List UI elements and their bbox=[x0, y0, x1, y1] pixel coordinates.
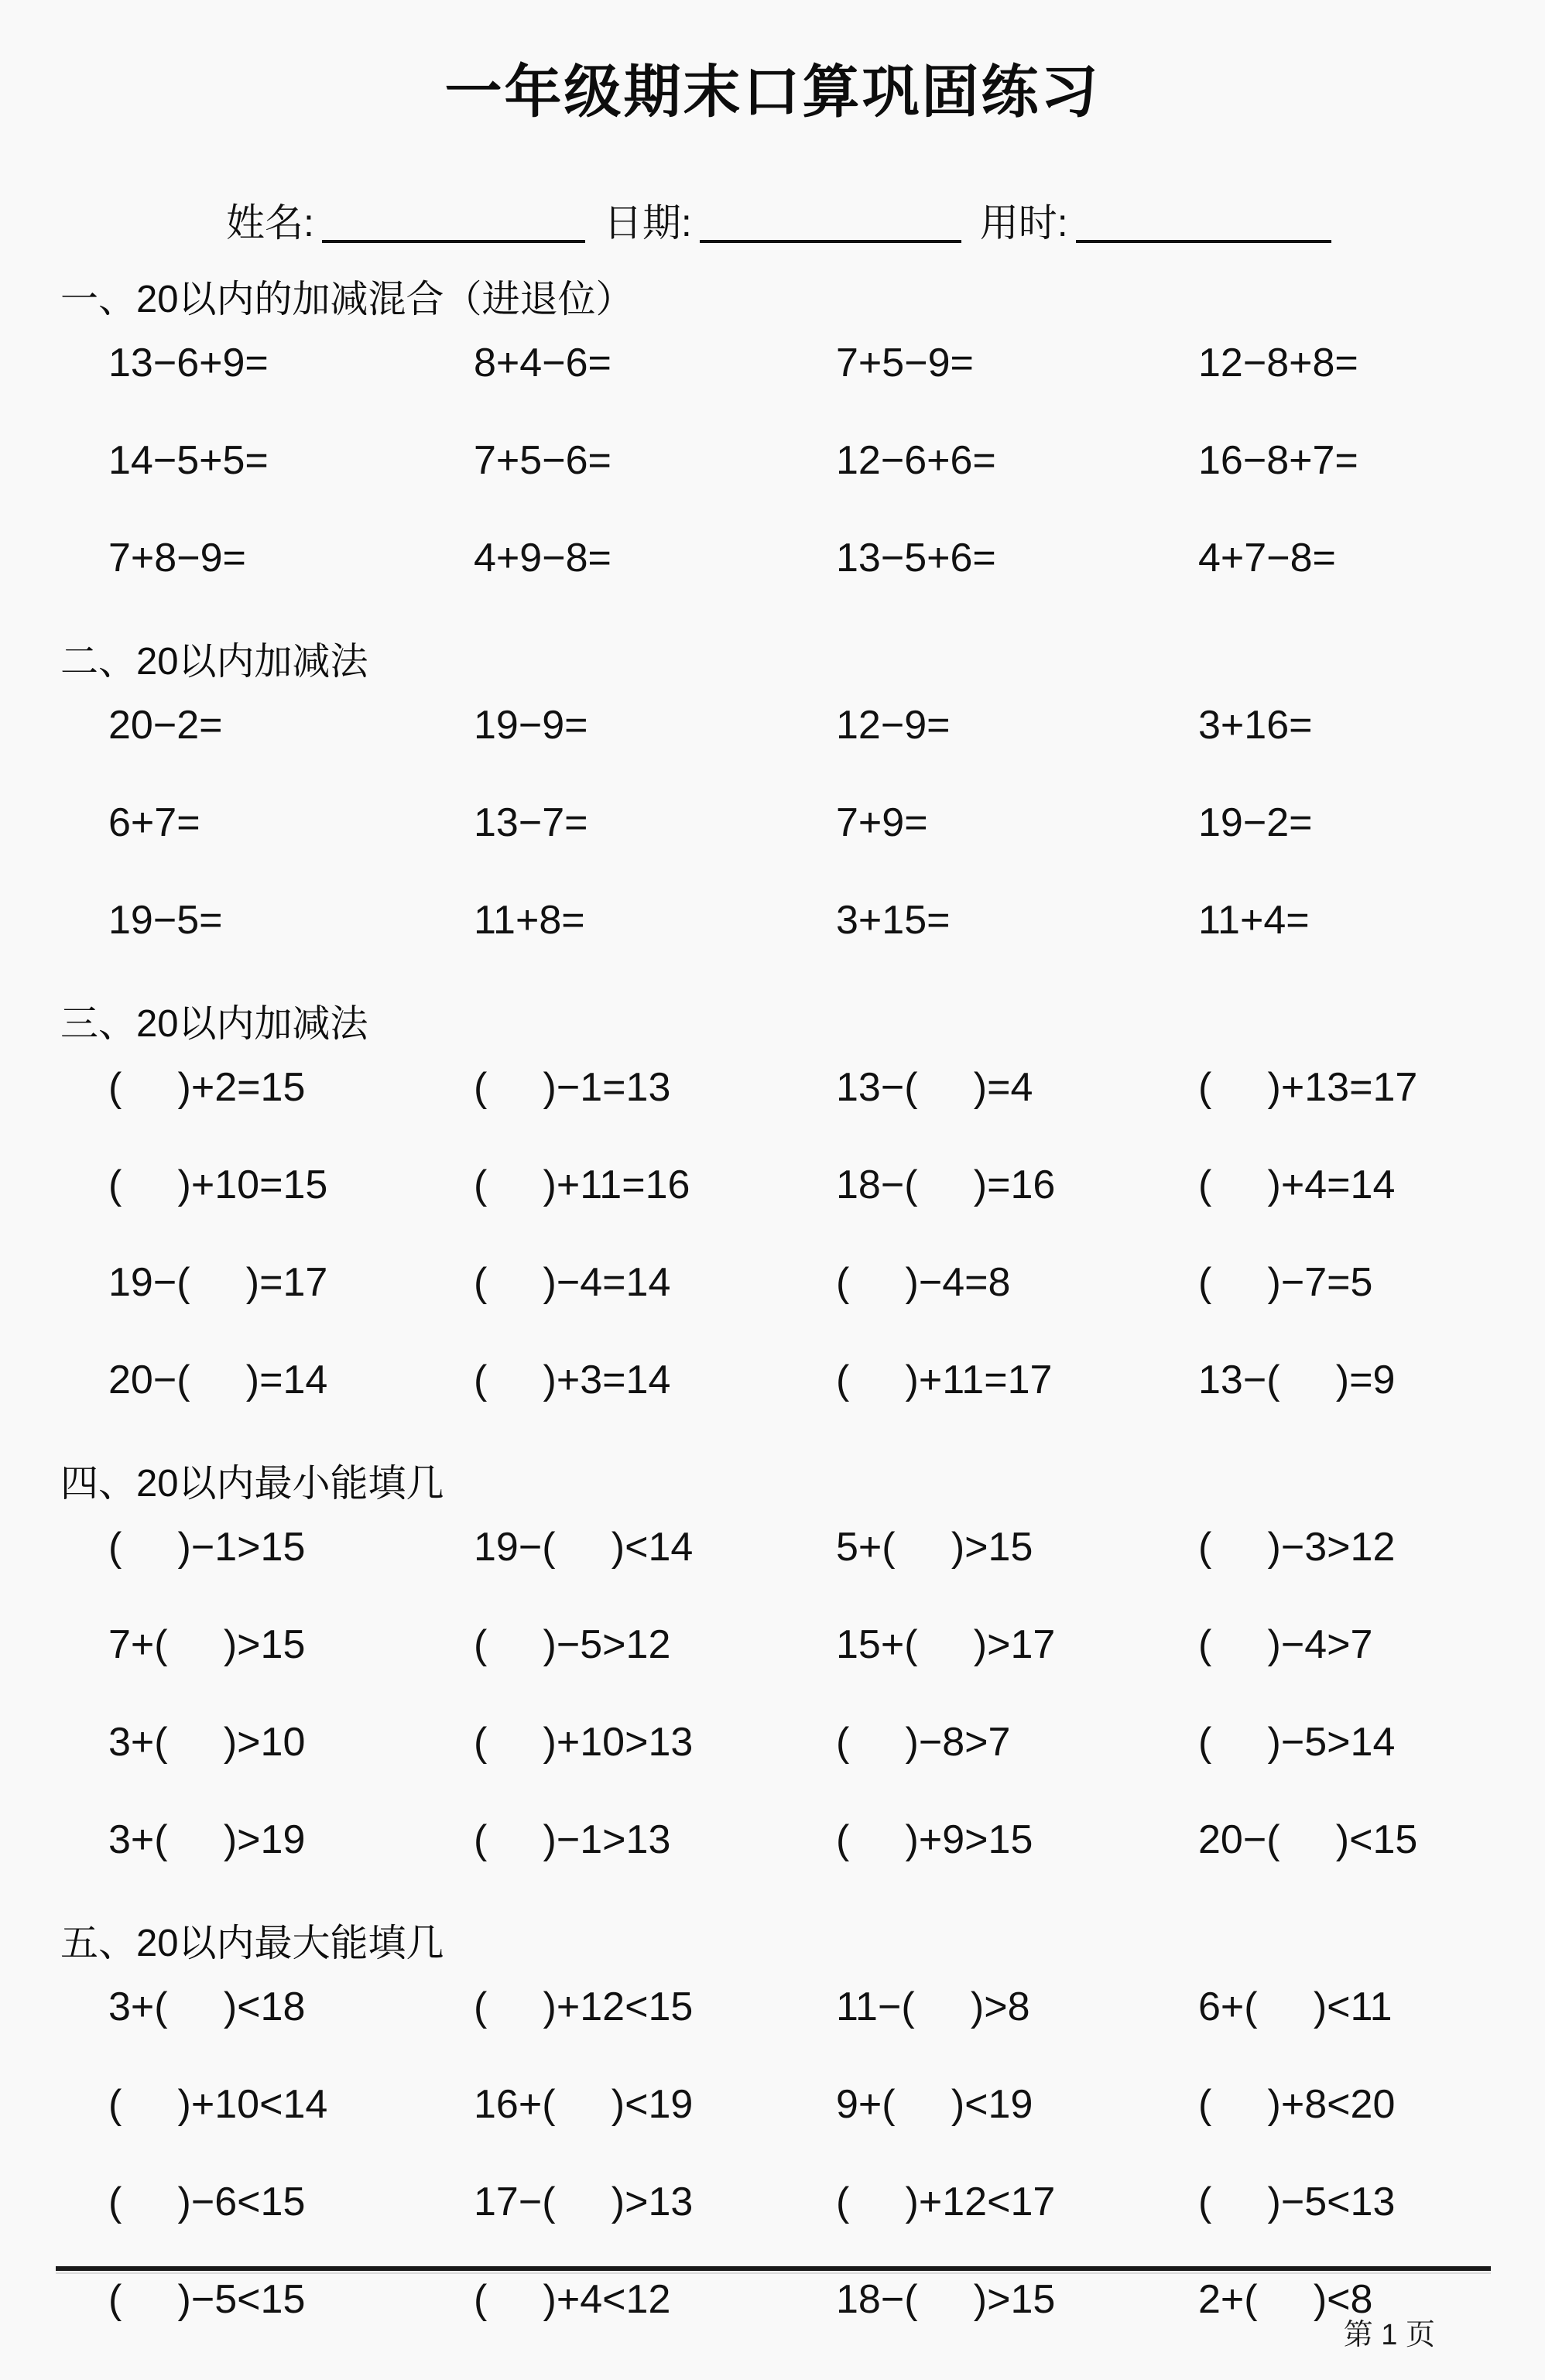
page-number: 第 1 页 bbox=[1343, 2319, 1435, 2351]
section-heading: 五、20以内最大能填几 bbox=[60, 1923, 444, 1964]
problem-cell: ( )−5<13 bbox=[1198, 2180, 1396, 2224]
section-heading: 二、20以内加减法 bbox=[60, 641, 368, 683]
problem-cell: 7+8−9= bbox=[108, 536, 246, 580]
problem-row bbox=[108, 1258, 1545, 1306]
problem-cell: ( )−6<15 bbox=[108, 2180, 306, 2224]
problem-cell: 6+7= bbox=[108, 800, 200, 845]
problem-cell: ( )+12<17 bbox=[836, 2180, 1056, 2224]
section bbox=[0, 269, 1545, 582]
problem-cell: ( )−5>14 bbox=[1198, 1720, 1396, 1765]
problem-cell: 19−9= bbox=[474, 703, 588, 748]
problem-cell: 13−5+6= bbox=[836, 536, 996, 580]
problem-cell: 3+( )>19 bbox=[108, 1817, 306, 1862]
problem-cell: ( )+11=17 bbox=[836, 1358, 1053, 1402]
problem-row bbox=[108, 1718, 1545, 1766]
problem-cell: ( )+13=17 bbox=[1198, 1065, 1418, 1110]
problem-cell: 13−( )=9 bbox=[1198, 1358, 1396, 1402]
problem-row bbox=[108, 2178, 1545, 2226]
problem-cell: ( )−1>15 bbox=[108, 1525, 306, 1570]
problem-cell: 4+9−8= bbox=[474, 536, 611, 580]
problem-cell: ( )−4=14 bbox=[474, 1260, 671, 1305]
problem-cell: 5+( )>15 bbox=[836, 1525, 1033, 1570]
problem-row bbox=[108, 1161, 1545, 1209]
problem-cell: 7+5−6= bbox=[474, 438, 611, 483]
problem-cell: ( )+12<15 bbox=[474, 1984, 694, 2029]
problem-cell: ( )+10<14 bbox=[108, 2082, 328, 2127]
problem-cell: ( )−4=8 bbox=[836, 1260, 1011, 1305]
problem-cell: 18−( )=16 bbox=[836, 1163, 1056, 1207]
problem-cell: 12−9= bbox=[836, 703, 951, 748]
problem-row bbox=[108, 1356, 1545, 1404]
problem-cell: 20−2= bbox=[108, 703, 223, 748]
problem-cell: 3+( )<18 bbox=[108, 1984, 306, 2029]
problem-cell: ( )−8>7 bbox=[836, 1720, 1011, 1765]
section bbox=[0, 994, 1545, 1404]
problem-cell: ( )+2=15 bbox=[108, 1065, 306, 1110]
problem-cell: 3+( )>10 bbox=[108, 1720, 306, 1765]
problem-cell: ( )+10>13 bbox=[474, 1720, 694, 1765]
problem-cell: 18−( )>15 bbox=[836, 2277, 1056, 2322]
problem-cell: 20−( )=14 bbox=[108, 1358, 328, 1402]
problem-cell: 9+( )<19 bbox=[836, 2082, 1033, 2127]
section-heading: 三、20以内加减法 bbox=[60, 1003, 368, 1045]
problem-cell: 20−( )<15 bbox=[1198, 1817, 1418, 1862]
problem-cell: ( )−3>12 bbox=[1198, 1525, 1396, 1570]
section-heading: 一、20以内的加减混合（进退位） bbox=[60, 279, 634, 320]
time-label: 用时: bbox=[979, 201, 1068, 245]
name-label: 姓名: bbox=[226, 201, 314, 245]
problem-cell: 12−6+6= bbox=[836, 438, 996, 483]
problem-cell: 11+8= bbox=[474, 898, 585, 943]
problem-row bbox=[108, 2080, 1545, 2128]
problem-cell: ( )+8<20 bbox=[1198, 2082, 1396, 2127]
date-blank bbox=[700, 198, 961, 243]
problem-cell: 19−( )<14 bbox=[474, 1525, 694, 1570]
problem-row bbox=[108, 1063, 1545, 1111]
problem-cell: 13−6+9= bbox=[108, 341, 269, 385]
section bbox=[0, 1454, 1545, 1864]
time-blank bbox=[1076, 198, 1331, 243]
section-heading: 四、20以内最小能填几 bbox=[60, 1463, 444, 1505]
problem-cell: 19−( )=17 bbox=[108, 1260, 328, 1305]
problem-cell: 7+9= bbox=[836, 800, 928, 845]
problem-cell: 6+( )<11 bbox=[1198, 1984, 1393, 2029]
problem-row bbox=[108, 1816, 1545, 1864]
problem-cell: 8+4−6= bbox=[474, 341, 611, 385]
problem-cell: 16+( )<19 bbox=[474, 2082, 694, 2127]
sections-container bbox=[0, 269, 1545, 2323]
problem-cell: 12−8+8= bbox=[1198, 341, 1358, 385]
meta-line bbox=[226, 192, 1545, 248]
section-rows bbox=[0, 701, 1545, 944]
problem-row bbox=[108, 437, 1545, 485]
problem-cell: 13−7= bbox=[474, 800, 588, 845]
problem-cell: ( )+10=15 bbox=[108, 1163, 328, 1207]
problem-row bbox=[108, 1523, 1545, 1571]
problem-cell: ( )+4<12 bbox=[474, 2277, 671, 2322]
section-rows bbox=[0, 1523, 1545, 1864]
name-blank bbox=[322, 198, 585, 243]
problem-cell: ( )−1=13 bbox=[474, 1065, 671, 1110]
problem-cell: 17−( )>13 bbox=[474, 2180, 694, 2224]
section-rows bbox=[0, 339, 1545, 582]
problem-cell: 3+15= bbox=[836, 898, 951, 943]
problem-cell: 16−8+7= bbox=[1198, 438, 1358, 483]
problem-cell: 15+( )>17 bbox=[836, 1622, 1056, 1667]
problem-cell: ( )+9>15 bbox=[836, 1817, 1033, 1862]
section-rows bbox=[0, 1063, 1545, 1404]
problem-cell: 7+5−9= bbox=[836, 341, 974, 385]
problem-cell: 4+7−8= bbox=[1198, 536, 1336, 580]
problem-row bbox=[108, 339, 1545, 387]
problem-cell: 13−( )=4 bbox=[836, 1065, 1033, 1110]
page-title: 一年级期末口算巩固练习 bbox=[444, 60, 1101, 124]
problem-cell: 14−5+5= bbox=[108, 438, 269, 483]
footer-rule bbox=[56, 2266, 1491, 2274]
problem-cell: ( )−7=5 bbox=[1198, 1260, 1373, 1305]
problem-cell: 19−2= bbox=[1198, 800, 1313, 845]
problem-row bbox=[108, 1621, 1545, 1669]
section bbox=[0, 1913, 1545, 2323]
date-label: 日期: bbox=[603, 201, 692, 245]
problem-cell: 2+( )<8 bbox=[1198, 2277, 1373, 2322]
problem-cell: 19−5= bbox=[108, 898, 223, 943]
problem-cell: ( )+4=14 bbox=[1198, 1163, 1396, 1207]
problem-cell: 3+16= bbox=[1198, 703, 1313, 748]
problem-row bbox=[108, 534, 1545, 582]
section bbox=[0, 632, 1545, 944]
problem-cell: 11−( )>8 bbox=[836, 1984, 1030, 2029]
problem-cell: ( )−5>12 bbox=[474, 1622, 671, 1667]
problem-cell: ( )−4>7 bbox=[1198, 1622, 1373, 1667]
problem-row bbox=[108, 896, 1545, 944]
problem-row bbox=[108, 1983, 1545, 2031]
problem-row bbox=[108, 701, 1545, 749]
problem-row bbox=[108, 2276, 1545, 2323]
problem-cell: ( )+11=16 bbox=[474, 1163, 690, 1207]
problem-cell: ( )−5<15 bbox=[108, 2277, 306, 2322]
problem-cell: ( )−1>13 bbox=[474, 1817, 671, 1862]
problem-cell: 7+( )>15 bbox=[108, 1622, 306, 1667]
problem-row bbox=[108, 799, 1545, 847]
problem-cell: 11+4= bbox=[1198, 898, 1310, 943]
problem-cell: ( )+3=14 bbox=[474, 1358, 671, 1402]
